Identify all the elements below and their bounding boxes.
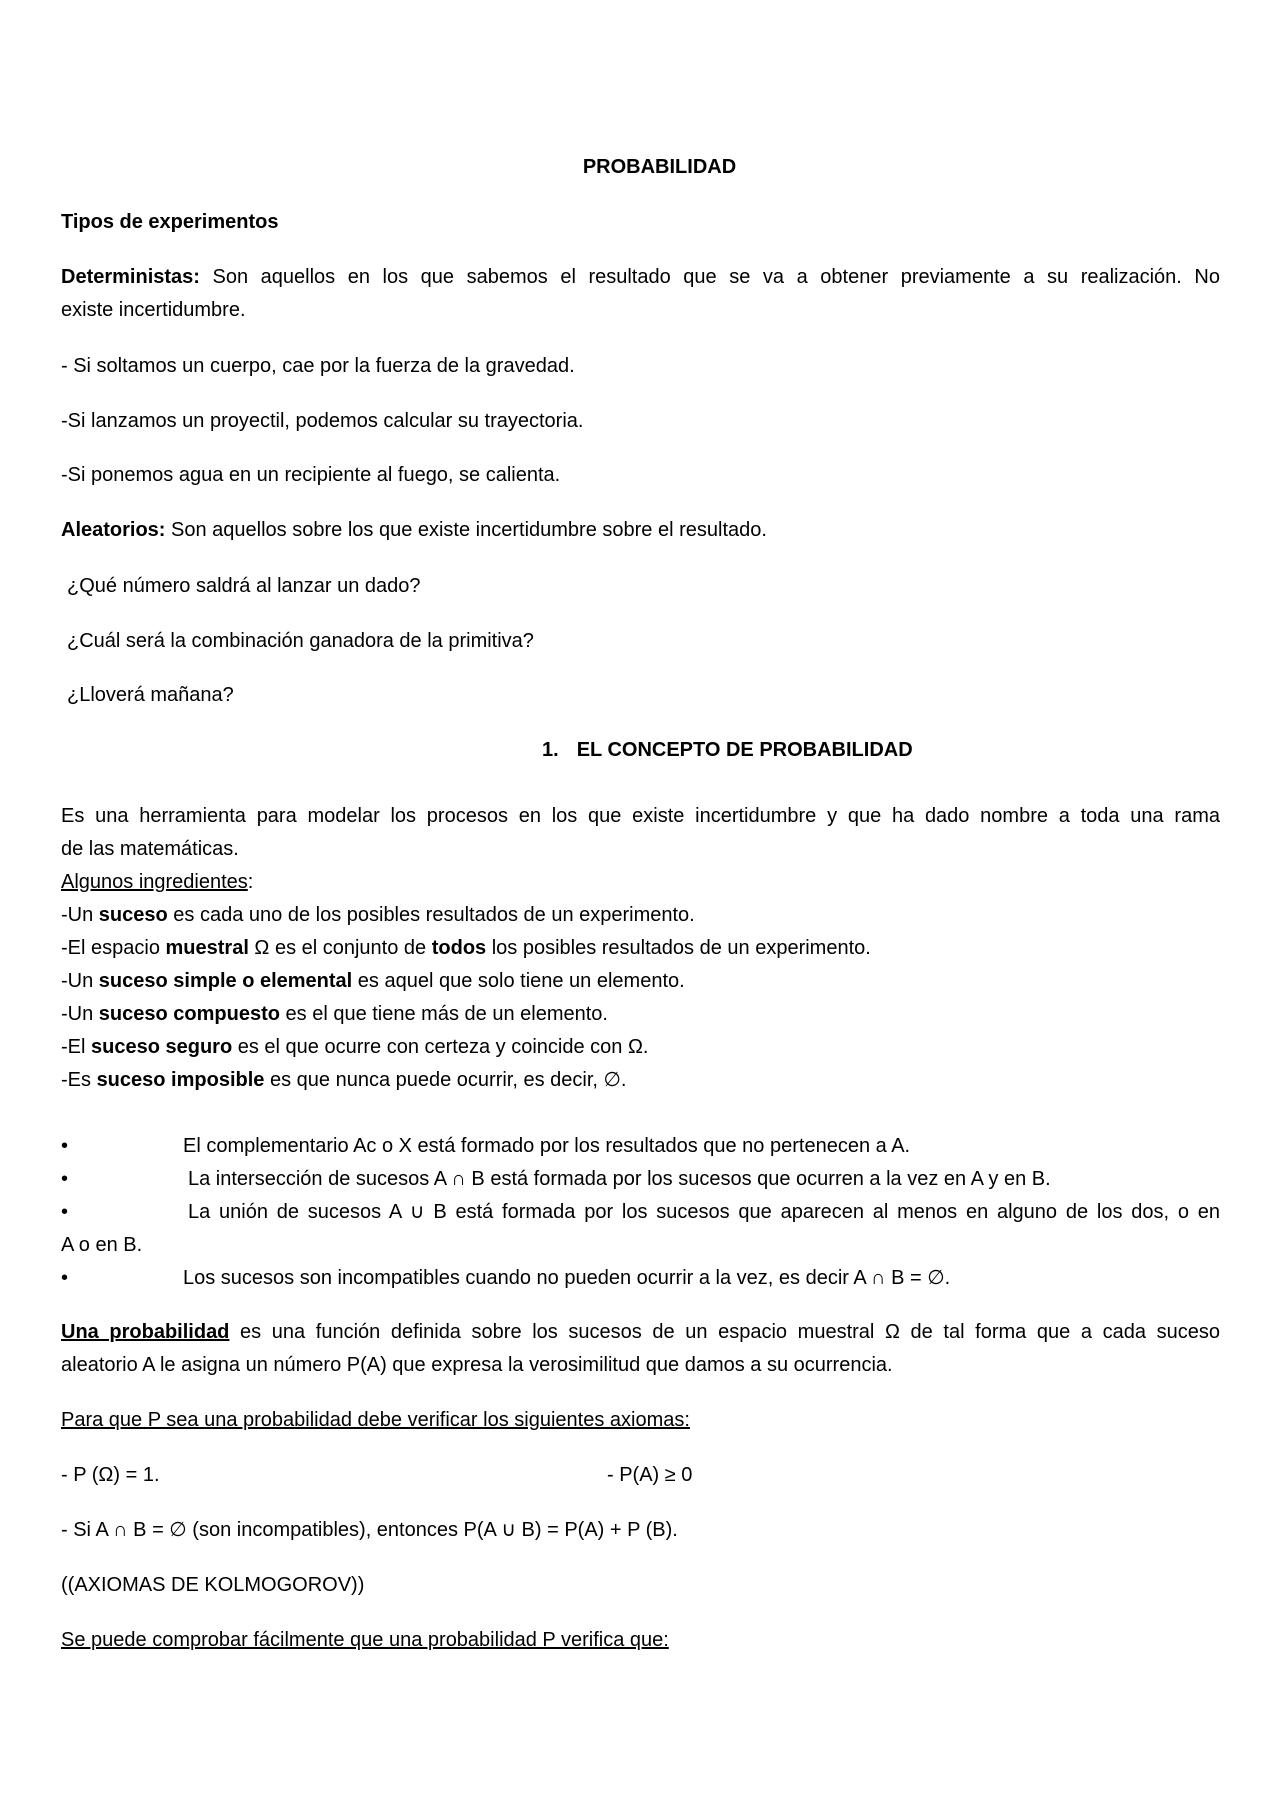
kolmogorov-note: ((AXIOMAS DE KOLMOGOROV)): [61, 1574, 365, 1596]
deterministas-line-2: existe incertidumbre.: [61, 299, 246, 321]
section-heading-tipos: Tipos de experimentos: [61, 211, 279, 233]
alea-example-3: ¿Lloverá mañana?: [67, 684, 234, 706]
bullet-icon: •: [61, 1135, 69, 1157]
ingredient-suceso: -Un suceso es cada uno de los posibles resultados de un experimento.: [61, 904, 695, 926]
bullet-icon: •: [61, 1201, 69, 1223]
intro-line-1: Es una herramienta para modelar los procesos en los que existe incertidumbre y que ha dado nombre a toda una rama: [61, 805, 1220, 827]
alea-example-1: ¿Qué número saldrá al lanzar un dado?: [67, 575, 421, 597]
section-1-heading: 1. EL CONCEPTO DE PROBABILIDAD: [542, 739, 913, 761]
ingredient-suceso-imposible: -Es suceso imposible es que nunca puede ocurrir, es decir, ∅.: [61, 1069, 627, 1091]
probability-definition-line-2: aleatorio A le asigna un número P(A) que expresa la verosimilitud que damos a su ocurrencia.: [61, 1354, 893, 1376]
deterministas-line-1: Deterministas: Son aquellos en los que sabemos el resultado que se va a obtener previamente a su realización. No: [61, 266, 1220, 288]
bullet-interseccion: La intersección de sucesos A ∩ B está formada por los sucesos que ocurren a la vez en A y en B.: [188, 1168, 1051, 1190]
verify-statement: Se puede comprobar fácilmente que una probabilidad P verifica que:: [61, 1629, 669, 1651]
axiom-1: - P (Ω) = 1.: [61, 1464, 160, 1486]
ingredients-label: Algunos ingredientes:: [61, 871, 254, 893]
alea-example-2: ¿Cuál será la combinación ganadora de la primitiva?: [67, 630, 534, 652]
probability-definition-line-1: Una probabilidad es una función definida sobre los sucesos de un espacio muestral Ω de tal forma que a cada suceso: [61, 1321, 1220, 1343]
axiom-3: - Si A ∩ B = ∅ (son incompatibles), entonces P(A ∪ B) = P(A) + P (B).: [61, 1519, 678, 1541]
bullet-icon: •: [61, 1267, 69, 1289]
axiom-2: - P(A) ≥ 0: [607, 1464, 693, 1486]
intro-line-2: de las matemáticas.: [61, 838, 239, 860]
det-example-3: -Si ponemos agua en un recipiente al fuego, se calienta.: [61, 464, 561, 486]
aleatorios-line: Aleatorios: Son aquellos sobre los que existe incertidumbre sobre el resultado.: [61, 519, 767, 541]
bullet-incompatibles: Los sucesos son incompatibles cuando no pueden ocurrir a la vez, es decir A ∩ B = ∅.: [183, 1267, 951, 1289]
ingredient-suceso-simple: -Un suceso simple o elemental es aquel que solo tiene un elemento.: [61, 970, 685, 992]
page-title: PROBABILIDAD: [582, 156, 737, 178]
ingredient-suceso-seguro: -El suceso seguro es el que ocurre con certeza y coincide con Ω.: [61, 1036, 649, 1058]
bullet-union: La unión de sucesos A ∪ B está formada por los sucesos que aparecen al menos en alguno de los dos, o en: [188, 1201, 1220, 1223]
bullet-complementario: El complementario Ac o X está formado por los resultados que no pertenecen a A.: [183, 1135, 911, 1157]
ingredient-suceso-compuesto: -Un suceso compuesto es el que tiene más de un elemento.: [61, 1003, 608, 1025]
bullet-icon: •: [61, 1168, 69, 1190]
det-example-1: - Si soltamos un cuerpo, cae por la fuerza de la gravedad.: [61, 355, 575, 377]
bullet-union-continuation: A o en B.: [61, 1234, 143, 1256]
det-example-2: -Si lanzamos un proyectil, podemos calcular su trayectoria.: [61, 410, 584, 432]
axioms-intro: Para que P sea una probabilidad debe verificar los siguientes axiomas:: [61, 1409, 690, 1431]
ingredient-espacio-muestral: -El espacio muestral Ω es el conjunto de todos los posibles resultados de un experimento.: [61, 937, 871, 959]
